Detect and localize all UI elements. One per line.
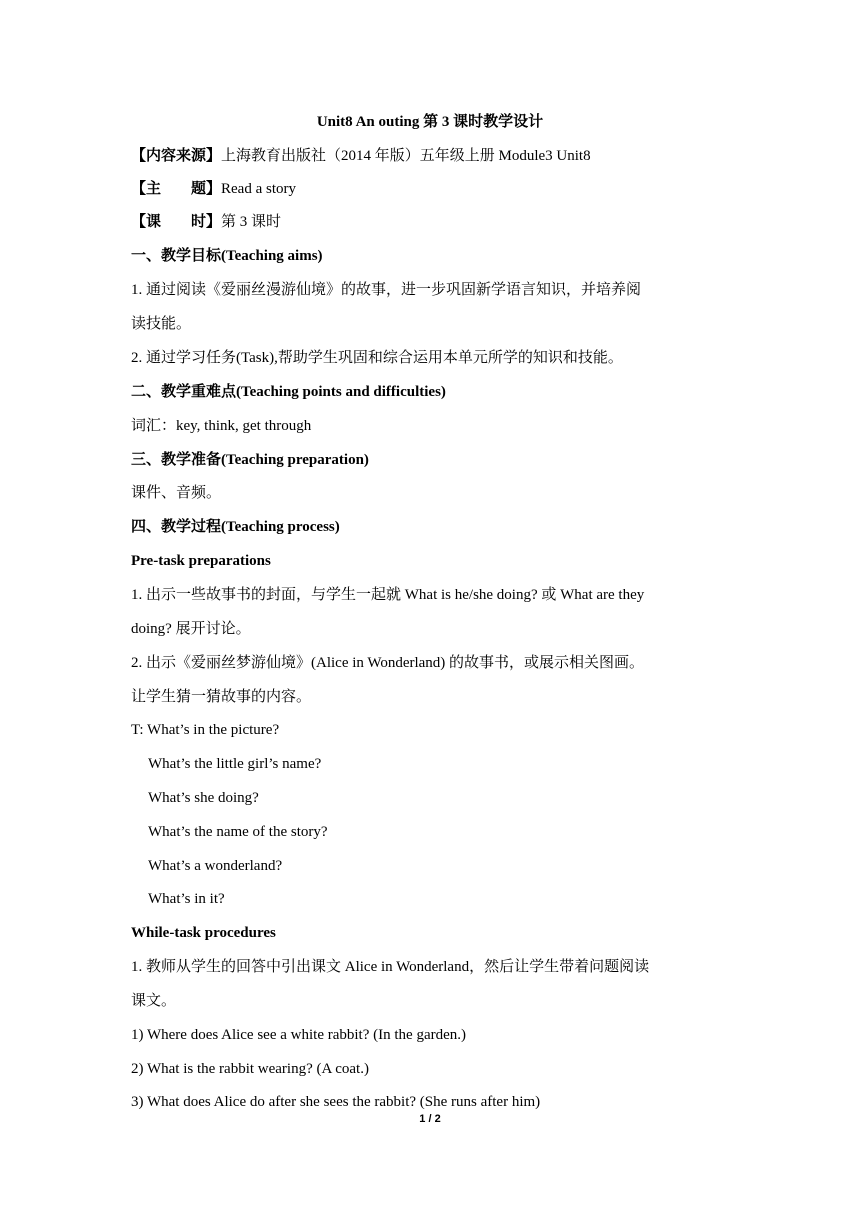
question-item: 1) Where does Alice see a white rabbit? (In the garden.) <box>131 1027 466 1043</box>
preparation-heading: 三、教学准备(Teaching preparation) <box>131 452 369 468</box>
while-task-item-1-line-1: 1. 教师从学生的回答中引出课文 Alice in Wonderland，然后让学生带着问题阅读 <box>131 959 650 975</box>
question-item: 2) What is the rabbit wearing? (A coat.) <box>131 1061 369 1077</box>
meta-topic-label: 【主 题】 <box>131 181 222 197</box>
meta-source-label: 【内容来源】 <box>131 148 222 164</box>
dialogue-line: T: What’s in the picture? <box>131 722 280 738</box>
while-task-heading: While-task procedures <box>131 925 276 941</box>
points-vocabulary: 词汇：key, think, get through <box>131 418 312 434</box>
dialogue-line: What’s in it? <box>148 891 225 907</box>
meta-period <box>131 211 731 233</box>
document-title: Unit8 An outing 第 3 课时教学设计 <box>316 114 544 130</box>
pre-task-item-2-line-1: 2. 出示《爱丽丝梦游仙境》(Alice in Wonderland) 的故事书，或展示相关图画。 <box>131 655 645 671</box>
meta-source <box>131 145 731 167</box>
aims-item-1-line-1: 1. 通过阅读《爱丽丝漫游仙境》的故事，进一步巩固新学语言知识，并培养阅 <box>131 282 642 298</box>
question-item: 3) What does Alice do after she sees the rabbit? (She runs after him) <box>131 1094 541 1110</box>
pre-task-item-1-line-1: 1. 出示一些故事书的封面，与学生一起就 What is he/she doing? 或 What are they <box>131 587 645 603</box>
pre-task-item-2-line-2: 让学生猜一猜故事的内容。 <box>131 689 312 705</box>
dialogue-line: What’s the name of the story? <box>148 824 328 840</box>
meta-topic <box>131 178 731 200</box>
meta-period-value: 第 3 课时 <box>221 214 282 230</box>
points-heading: 二、教学重难点(Teaching points and difficulties) <box>131 384 446 400</box>
process-heading: 四、教学过程(Teaching process) <box>131 519 340 535</box>
dialogue-line: What’s a wonderland? <box>148 858 283 874</box>
aims-item-2: 2. 通过学习任务(Task),帮助学生巩固和综合运用本单元所学的知识和技能。 <box>131 350 623 366</box>
preparation-items: 课件、音频。 <box>131 485 222 501</box>
dialogue-line: What’s the little girl’s name? <box>148 756 322 772</box>
pre-task-item-1-line-2: doing? 展开讨论。 <box>131 621 251 637</box>
while-task-item-1-line-2: 课文。 <box>131 993 177 1009</box>
dialogue-line: What’s she doing? <box>148 790 259 806</box>
aims-heading: 一、教学目标(Teaching aims) <box>131 248 323 264</box>
pre-task-heading: Pre-task preparations <box>131 553 271 569</box>
aims-item-1-line-2: 读技能。 <box>131 316 192 332</box>
meta-period-label: 【课 时】 <box>131 214 222 230</box>
meta-topic-value: Read a story <box>221 181 296 197</box>
meta-source-value: 上海教育出版社（2014 年版）五年级上册 Module3 Unit8 <box>221 148 591 164</box>
page-number: 1 / 2 <box>419 1113 441 1125</box>
